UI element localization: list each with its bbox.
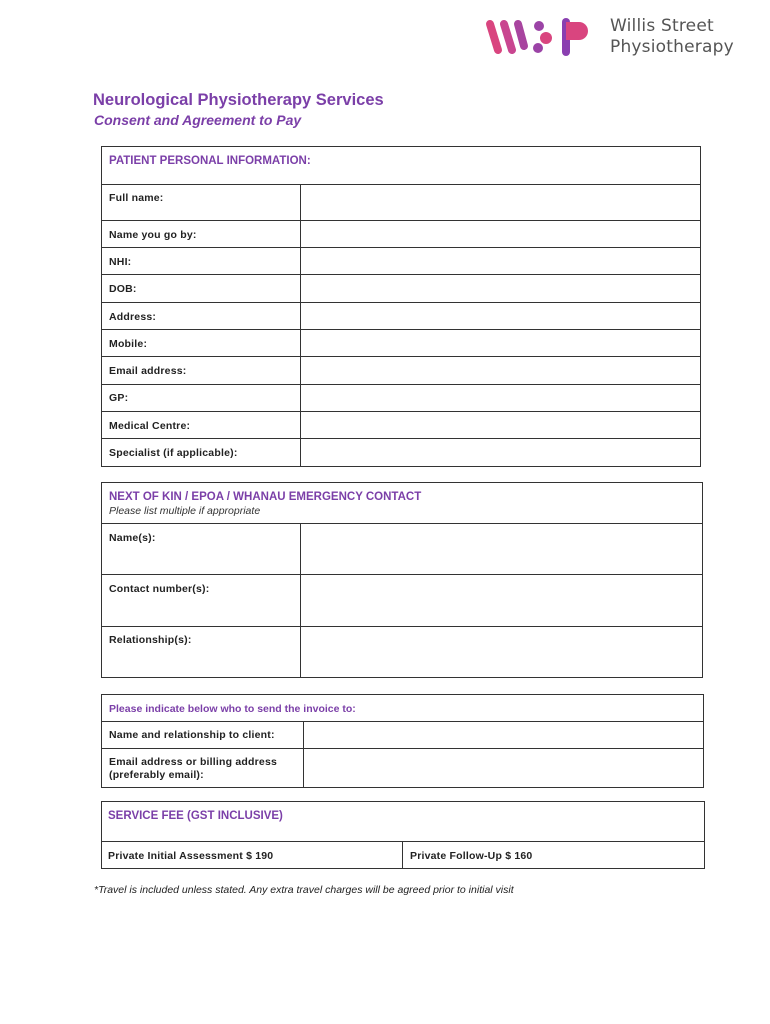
- travel-footnote: *Travel is included unless stated. Any extra travel charges will be agreed prior to initial visit: [94, 884, 514, 896]
- next-of-kin-note: Please list multiple if appropriate: [109, 505, 261, 517]
- patient-info-header: PATIENT PERSONAL INFORMATION:: [109, 155, 311, 167]
- fee-initial-assessment: Private Initial Assessment $ 190: [108, 850, 274, 862]
- mobile-field[interactable]: [301, 330, 701, 356]
- invoice-address-field[interactable]: [304, 749, 704, 788]
- label-nhi: NHI:: [109, 256, 132, 268]
- label-preferred-name: Name you go by:: [109, 229, 197, 241]
- kin-contact-field[interactable]: [301, 575, 703, 626]
- dob-field[interactable]: [301, 275, 701, 302]
- label-full-name: Full name:: [109, 192, 164, 204]
- next-of-kin-header: NEXT OF KIN / EPOA / WHANAU EMERGENCY CONTACT: [109, 491, 422, 503]
- address-field[interactable]: [301, 303, 701, 329]
- specialist-field[interactable]: [301, 439, 701, 467]
- gp-field[interactable]: [301, 385, 701, 411]
- label-medical-centre: Medical Centre:: [109, 420, 191, 432]
- label-address: Address:: [109, 311, 157, 323]
- invoice-header: Please indicate below who to send the invoice to:: [109, 703, 356, 715]
- label-invoice-address-line1: Email address or billing address: [109, 756, 278, 768]
- page-subtitle: Consent and Agreement to Pay: [94, 112, 302, 128]
- kin-names-field[interactable]: [301, 524, 703, 574]
- label-kin-contact: Contact number(s):: [109, 583, 210, 595]
- label-invoice-name: Name and relationship to client:: [109, 729, 275, 741]
- logo-line-1: Willis Street: [610, 16, 714, 36]
- label-kin-relationship: Relationship(s):: [109, 634, 192, 646]
- logo-line-2: Physiotherapy: [610, 37, 734, 57]
- invoice-name-field[interactable]: [304, 722, 704, 748]
- label-email: Email address:: [109, 365, 187, 377]
- page-title: Neurological Physiotherapy Services: [93, 91, 384, 109]
- label-mobile: Mobile:: [109, 338, 148, 350]
- nhi-field[interactable]: [301, 248, 701, 274]
- label-dob: DOB:: [109, 283, 137, 295]
- wsp-monogram-icon: [484, 16, 594, 60]
- label-specialist: Specialist (if applicable):: [109, 447, 238, 459]
- label-kin-names: Name(s):: [109, 532, 156, 544]
- medical-centre-field[interactable]: [301, 412, 701, 438]
- kin-relationship-field[interactable]: [301, 627, 703, 678]
- logo-wordmark: [610, 16, 734, 58]
- label-gp: GP:: [109, 392, 129, 404]
- fee-follow-up: Private Follow-Up $ 160: [410, 850, 533, 862]
- full-name-field[interactable]: [301, 185, 701, 220]
- brand-logo: [484, 16, 736, 60]
- label-invoice-address: [109, 756, 277, 782]
- service-fee-header: SERVICE FEE (GST INCLUSIVE): [108, 810, 283, 822]
- label-invoice-address-line2: (preferably email):: [109, 769, 204, 781]
- preferred-name-field[interactable]: [301, 221, 701, 247]
- email-field[interactable]: [301, 357, 701, 384]
